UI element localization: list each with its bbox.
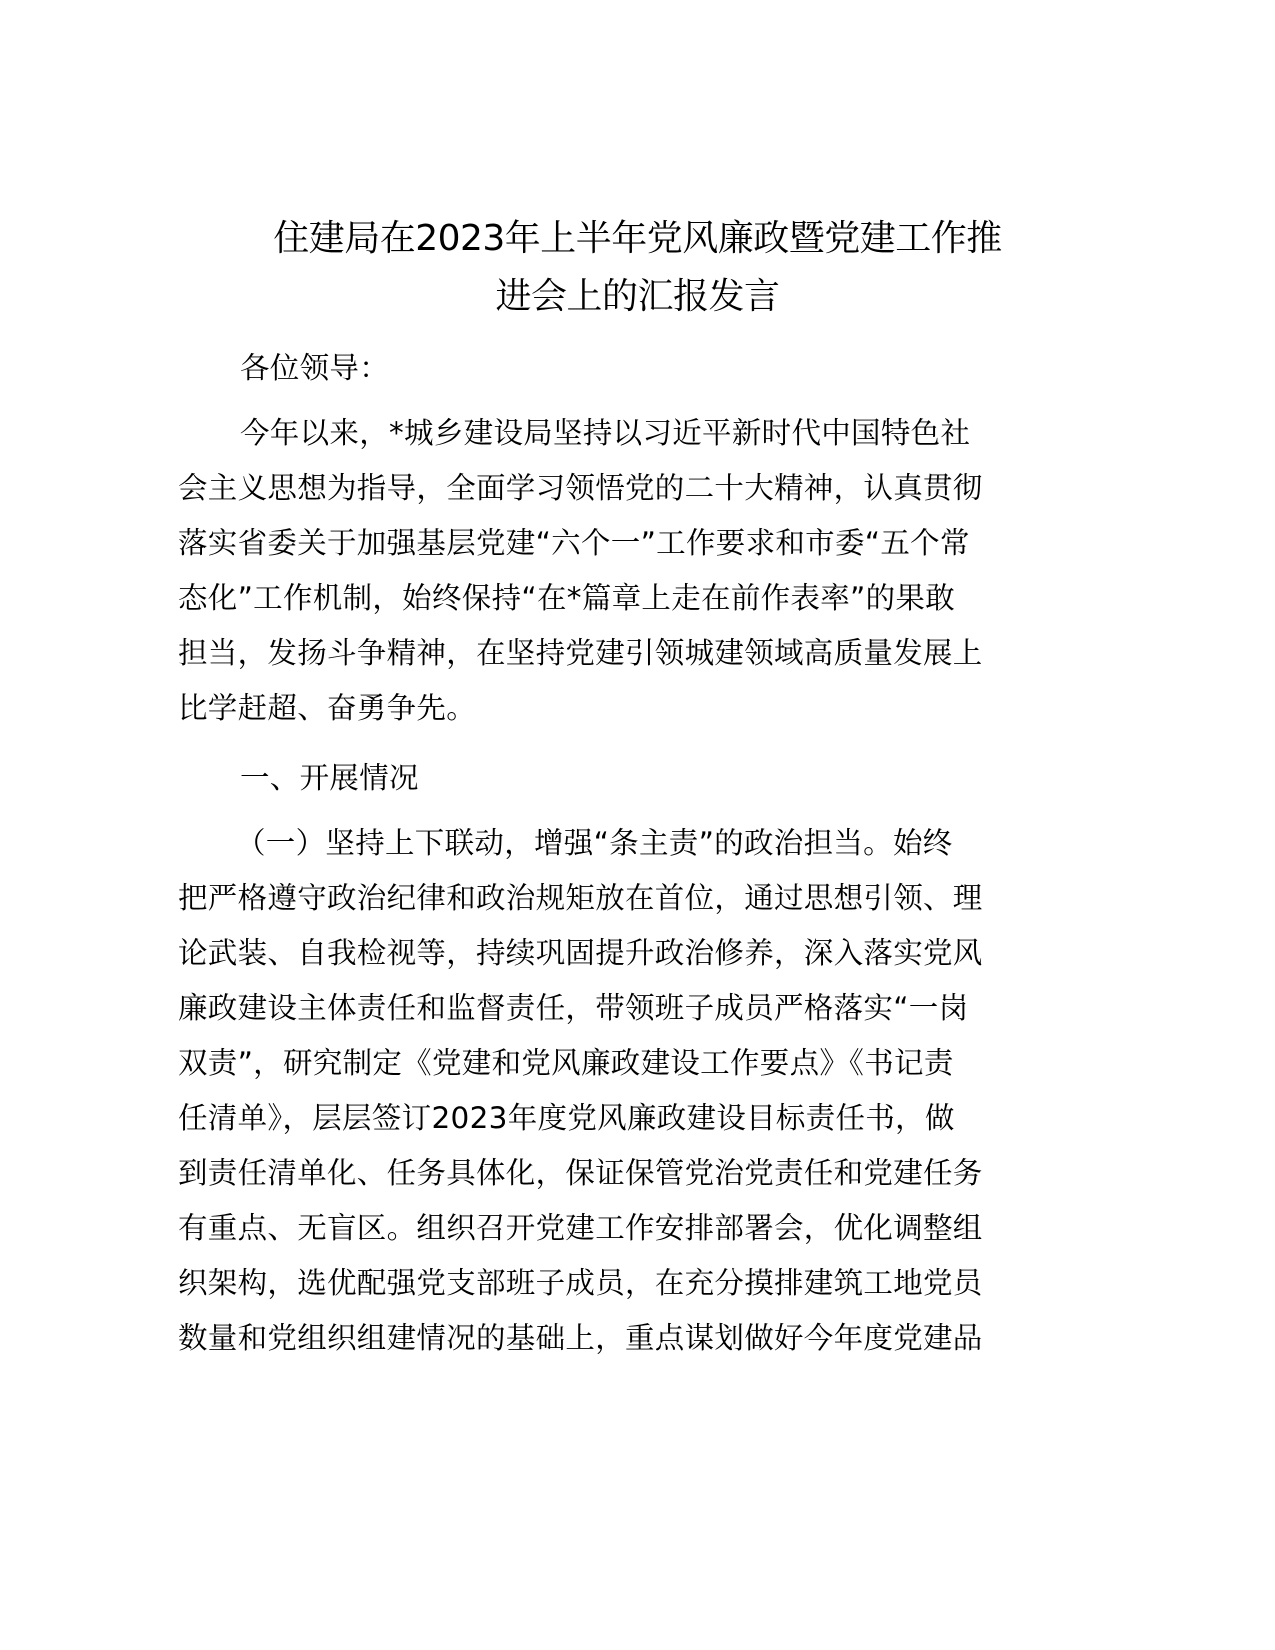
paragraph-line: 会主义思想为指导，全面学习领悟党的二十大精神，认真贯彻 xyxy=(178,471,983,505)
paragraph-line: 织架构，选优配强党支部班子成员，在充分摸排建筑工地党员 xyxy=(178,1266,983,1300)
paragraph-line: 双责”，研究制定《党建和党风廉政建设工作要点》《书记责 xyxy=(178,1046,954,1080)
section-heading: 一、开展情况 xyxy=(240,761,419,795)
paragraph-line: 比学赶超、奋勇争先。 xyxy=(178,691,477,725)
paragraph-line: 担当，发扬斗争精神，在坚持党建引领城建领域高质量发展上 xyxy=(178,636,983,670)
paragraph-line: 今年以来，*城乡建设局坚持以习近平新时代中国特色社 xyxy=(240,416,971,450)
salutation: 各位领导： xyxy=(240,351,390,385)
paragraph-line: 有重点、无盲区。组织召开党建工作安排部署会，优化调整组 xyxy=(178,1211,983,1245)
paragraph-line: 廉政建设主体责任和监督责任，带领班子成员严格落实“一岗 xyxy=(178,991,969,1025)
title-line-1: 住建局在2023年上半年党风廉政暨党建工作推 xyxy=(273,218,1002,259)
paragraph-line: 把严格遵守政治纪律和政治规矩放在首位，通过思想引领、理 xyxy=(178,881,983,915)
paragraph-line: 落实省委关于加强基层党建“六个一”工作要求和市委“五个常 xyxy=(178,526,970,560)
paragraph-line: 任清单》，层层签订2023年度党风廉政建设目标责任书，做 xyxy=(178,1101,955,1135)
paragraph-line: 到责任清单化、任务具体化，保证保管党治党责任和党建任务 xyxy=(178,1156,983,1190)
paragraph-line: 态化”工作机制，始终保持“在*篇章上走在前作表率”的果敢 xyxy=(178,581,955,615)
document-title xyxy=(150,210,1125,326)
title-line-2: 进会上的汇报发言 xyxy=(495,276,780,317)
paragraph-line: （一）坚持上下联动，增强“条主责”的政治担当。始终 xyxy=(236,826,953,860)
paragraph-line: 论武装、自我检视等，持续巩固提升政治修养，深入落实党风 xyxy=(178,936,983,970)
paragraph-line: 数量和党组织组建情况的基础上，重点谋划做好今年度党建品 xyxy=(178,1321,983,1355)
